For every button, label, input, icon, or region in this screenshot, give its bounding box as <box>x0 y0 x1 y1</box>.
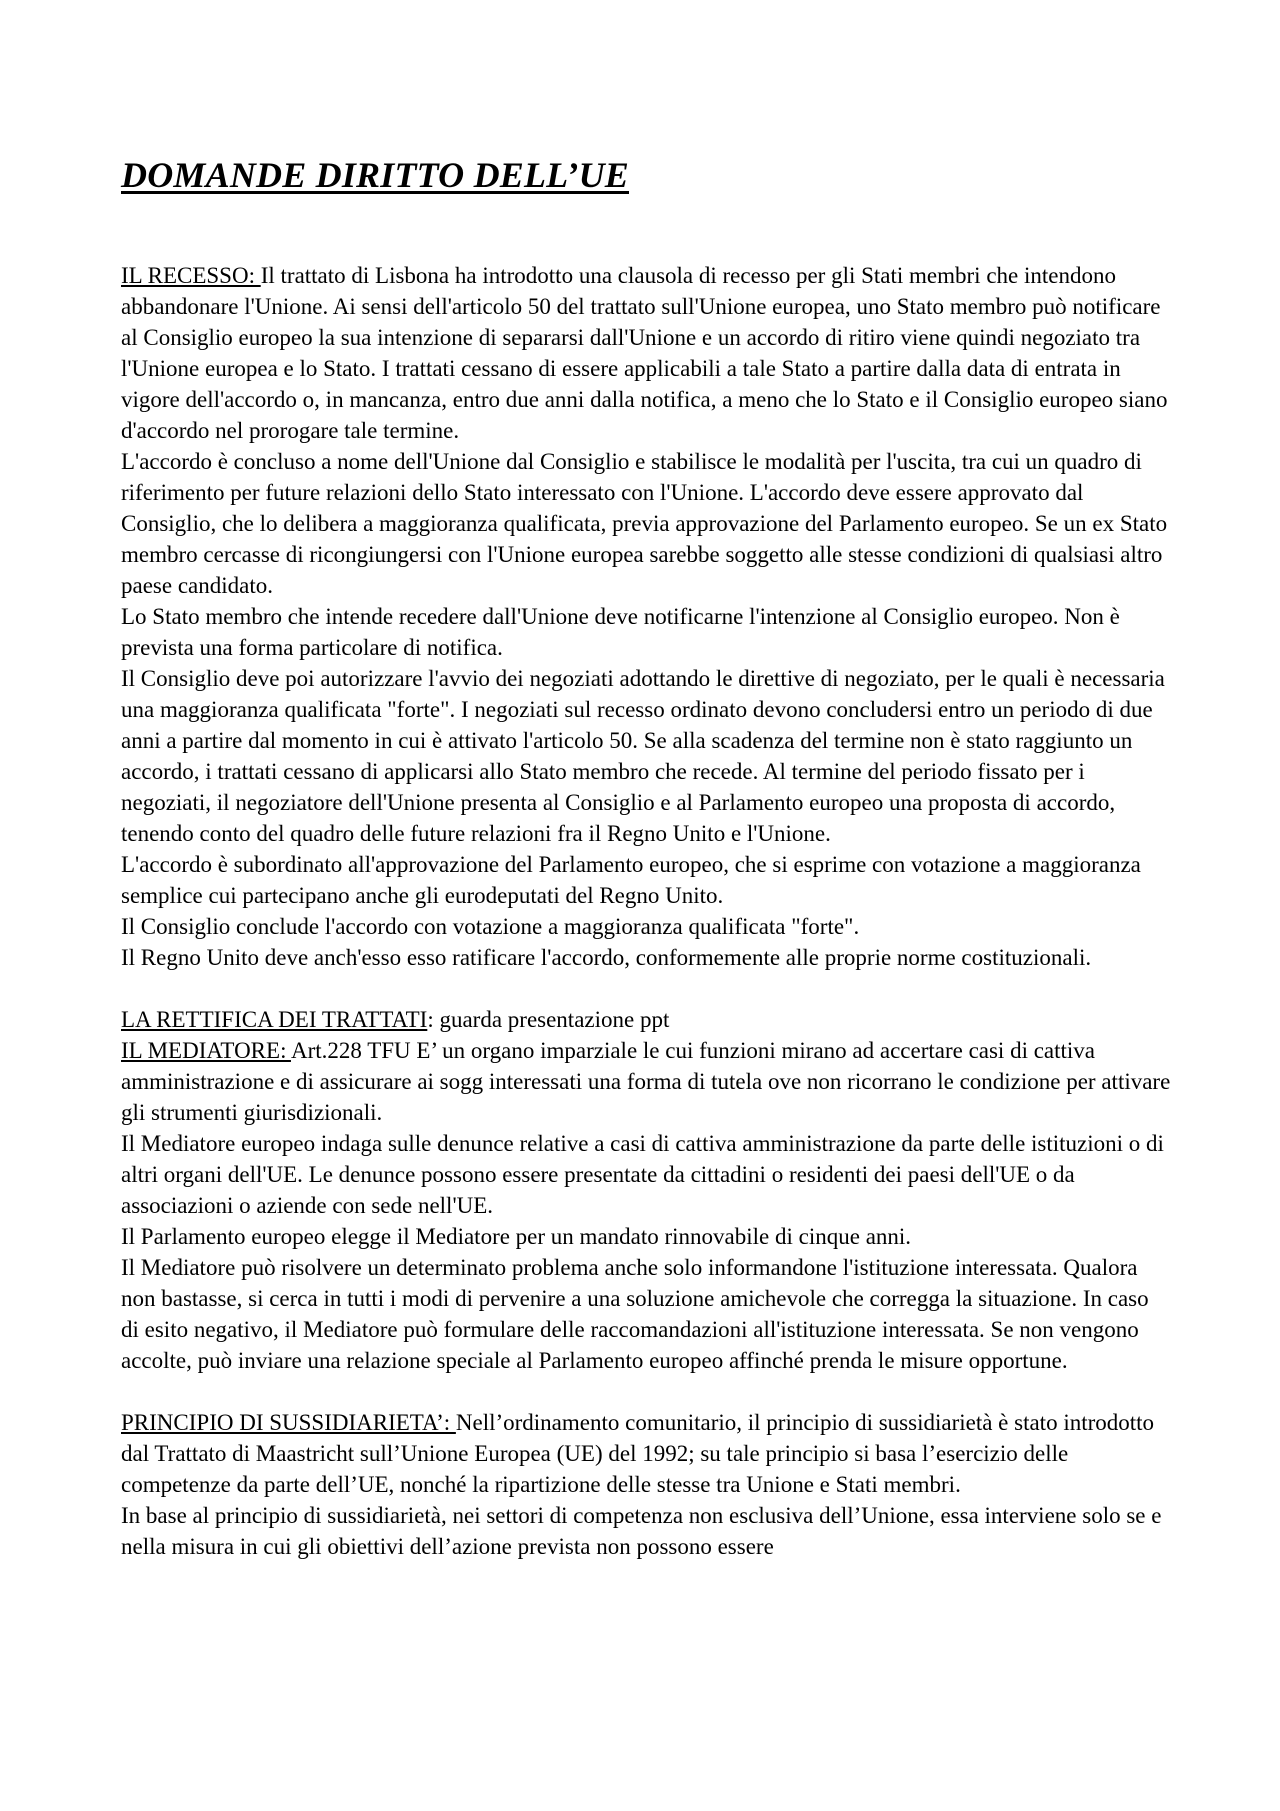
recesso-label: IL RECESSO: <box>121 263 261 288</box>
mediatore-text-3: Il Mediatore può risolvere un determinato problema anche solo informandone l'istituzione interessata. Qualora non bastasse, si cerca in tutti i modi di pervenire a una soluzione amichevole che corregga la situazione. In caso di esito negativo, il Mediatore può formulare delle raccomandazioni all'istituzione interessata. Se non vengono accolte, può inviare una relazione speciale al Parlamento europeo affinché prenda le misure opportune. <box>121 1255 1149 1373</box>
mediatore-paragraph <box>121 1035 1171 1128</box>
rettifica-label: LA RETTIFICA DEI TRATTATI <box>121 1007 428 1032</box>
document-title: DOMANDE DIRITTO DELL’UE <box>121 155 629 195</box>
sussidiarieta-paragraph <box>121 1407 1171 1500</box>
recesso-text-6: Il Regno Unito deve anch'esso esso ratificare l'accordo, conformemente alle proprie norme costituzionali. <box>121 945 1092 970</box>
section-spacer <box>121 1376 1171 1407</box>
sussidiarieta-text-1: In base al principio di sussidiarietà, nei settori di competenza non esclusiva dell’Unione, essa interviene solo se e nella misura in cui gli obiettivi dell’azione prevista non possono essere <box>121 1503 1162 1559</box>
document-body <box>121 260 1171 1562</box>
rettifica-text: : guarda presentazione ppt <box>427 1007 670 1032</box>
recesso-paragraph <box>121 260 1171 446</box>
rettifica-paragraph <box>121 1004 1171 1035</box>
recesso-text-5: Il Consiglio conclude l'accordo con votazione a maggioranza qualificata "forte". <box>121 914 860 939</box>
section-spacer <box>121 973 1171 1004</box>
mediatore-text-1: Il Mediatore europeo indaga sulle denunce relative a casi di cattiva amministrazione da parte delle istituzioni o di altri organi dell'UE. Le denunce possono essere presentate da cittadini o residenti dei paesi dell'UE o da associazioni o aziende con sede nell'UE. <box>121 1131 1164 1218</box>
sussidiarieta-intro: Nell’ordinamento comunitario, il principio di sussidiarietà è stato introdotto dal Trattato di Maastricht sull’Unione Europea (UE) del 1992; su tale principio si basa l’esercizio delle competenze da parte dell’UE, nonché la ripartizione delle stesse tra Unione e Stati membri. <box>121 1410 1155 1497</box>
mediatore-label: IL MEDIATORE: <box>121 1038 291 1063</box>
mediatore-intro: Art.228 TFU E’ un organo imparziale le cui funzioni mirano ad accertare casi di cattiva amministrazione e di assicurare ai sogg interessati una forma di tutela ove non ricorrano le condizione per attivare gli strumenti giurisdizionali. <box>121 1038 1171 1125</box>
recesso-intro: Il trattato di Lisbona ha introdotto una clausola di recesso per gli Stati membri che intendono abbandonare l'Unione. Ai sensi dell'articolo 50 del trattato sull'Unione europea, uno Stato membro può notificare al Consiglio europeo la sua intenzione di separarsi dall'Unione e un accordo di ritiro viene quindi negoziato tra l'Unione europea e lo Stato. I trattati cessano di essere applicabili a tale Stato a partire dalla data di entrata in vigore dell'accordo o, in mancanza, entro due anni dalla notifica, a meno che lo Stato e il Consiglio europeo siano d'accordo nel prorogare tale termine. <box>121 263 1168 443</box>
recesso-text-2: Lo Stato membro che intende recedere dall'Unione deve notificarne l'intenzione al Consiglio europeo. Non è prevista una forma particolare di notifica. <box>121 604 1120 660</box>
recesso-text-1: L'accordo è concluso a nome dell'Unione dal Consiglio e stabilisce le modalità per l'uscita, tra cui un quadro di riferimento per future relazioni dello Stato interessato con l'Unione. L'accordo deve essere approvato dal Consiglio, che lo delibera a maggioranza qualificata, previa approvazione del Parlamento europeo. Se un ex Stato membro cercasse di ricongiungersi con l'Unione europea sarebbe soggetto alle stesse condizioni di qualsiasi altro paese candidato. <box>121 449 1168 598</box>
mediatore-text-2: Il Parlamento europeo elegge il Mediatore per un mandato rinnovabile di cinque anni. <box>121 1224 912 1249</box>
recesso-text-4: L'accordo è subordinato all'approvazione del Parlamento europeo, che si esprime con votazione a maggioranza semplice cui partecipano anche gli eurodeputati del Regno Unito. <box>121 852 1141 908</box>
sussidiarieta-label: PRINCIPIO DI SUSSIDIARIETA’: <box>121 1410 456 1435</box>
recesso-text-3: Il Consiglio deve poi autorizzare l'avvio dei negoziati adottando le direttive di negoziato, per le quali è necessaria una maggioranza qualificata "forte". I negoziati sul recesso ordinato devono concludersi entro un periodo di due anni a partire dal momento in cui è attivato l'articolo 50. Se alla scadenza del termine non è stato raggiunto un accordo, i trattati cessano di applicarsi allo Stato membro che recede. Al termine del periodo fissato per i negoziati, il negoziatore dell'Unione presenta al Consiglio e al Parlamento europeo una proposta di accordo, tenendo conto del quadro delle future relazioni fra il Regno Unito e l'Unione. <box>121 666 1165 846</box>
